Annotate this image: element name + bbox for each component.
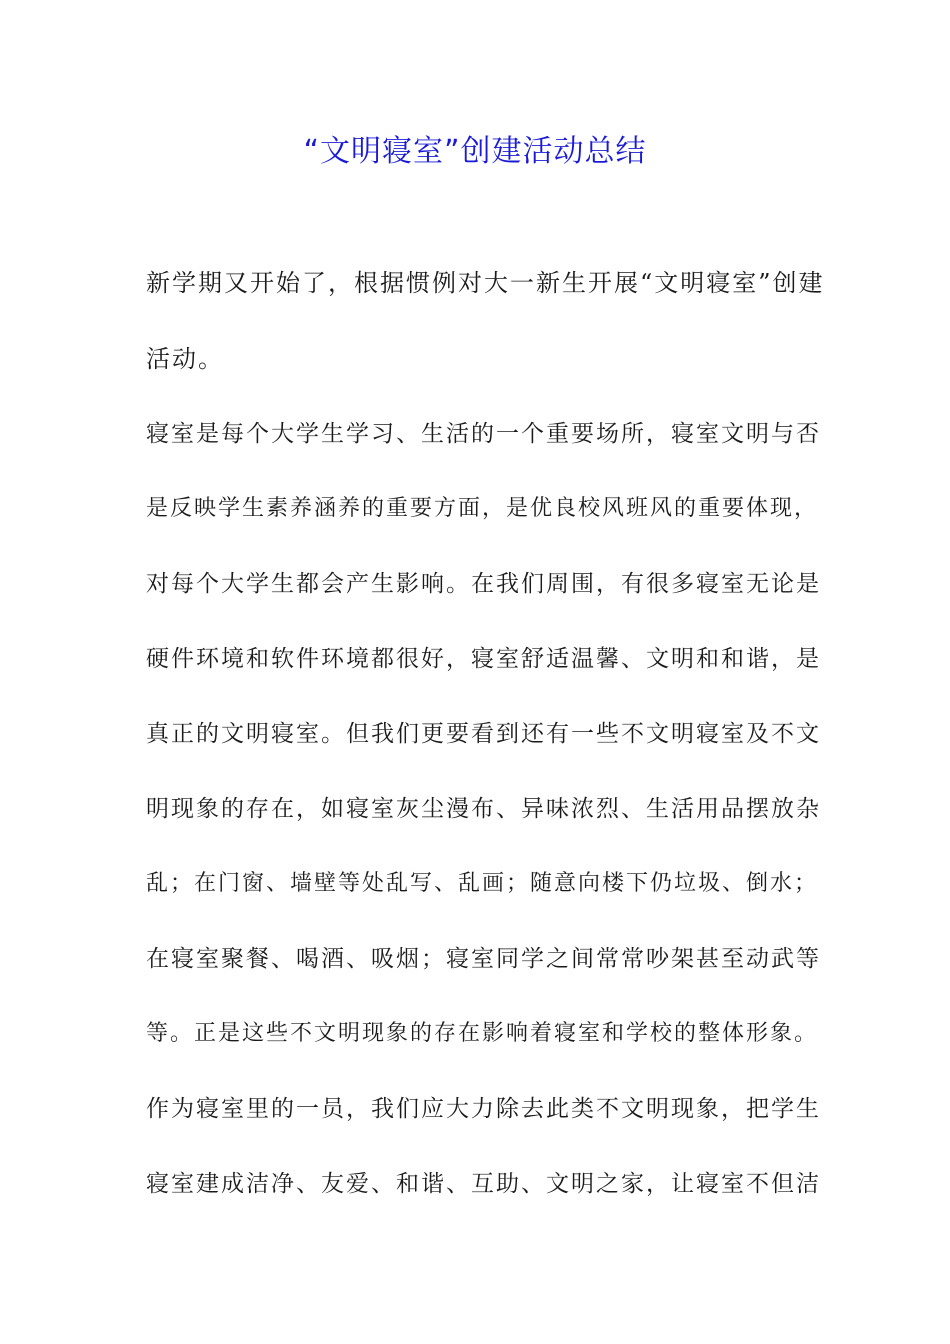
paragraph-line: 真正的文明寝室。但我们更要看到还有一些不文明寝室及不文 xyxy=(146,721,821,747)
paragraph-line: 等。正是这些不文明现象的存在影响着寝室和学校的整体形象。 xyxy=(146,1021,819,1046)
paragraph-line: 在寝室聚餐、喝酒、吸烟；寝室同学之间常常吵架甚至动武等 xyxy=(146,946,821,972)
document-title: “文明寝室”创建活动总结 xyxy=(303,134,647,169)
paragraph-line: 活动。 xyxy=(146,345,224,373)
paragraph-line: 作为寝室里的一员，我们应大力除去此类不文明现象，把学生 xyxy=(146,1096,821,1122)
paragraph-line: 硬件环境和软件环境都很好，寝室舒适温馨、文明和和谐，是 xyxy=(146,646,821,672)
paragraph-line: 对每个大学生都会产生影响。在我们周围，有很多寝室无论是 xyxy=(146,571,821,597)
paragraph-line: 明现象的存在，如寝室灰尘漫布、异味浓烈、生活用品摆放杂 xyxy=(146,796,821,822)
paragraph-line: 新学期又开始了，根据惯例对大一新生开展“文明寝室”创建 xyxy=(146,269,825,297)
paragraph-line: 寝室建成洁净、友爱、和谐、互助、文明之家，让寝室不但洁 xyxy=(146,1171,821,1197)
paragraph-line: 寝室是每个大学生学习、生活的一个重要场所，寝室文明与否 xyxy=(146,421,821,447)
paragraph-line: 是反映学生素养涵养的重要方面，是优良校风班风的重要体现， xyxy=(146,496,819,521)
paragraph-line: 乱；在门窗、墙壁等处乱写、乱画；随意向楼下仍垃圾、倒水； xyxy=(146,871,819,896)
